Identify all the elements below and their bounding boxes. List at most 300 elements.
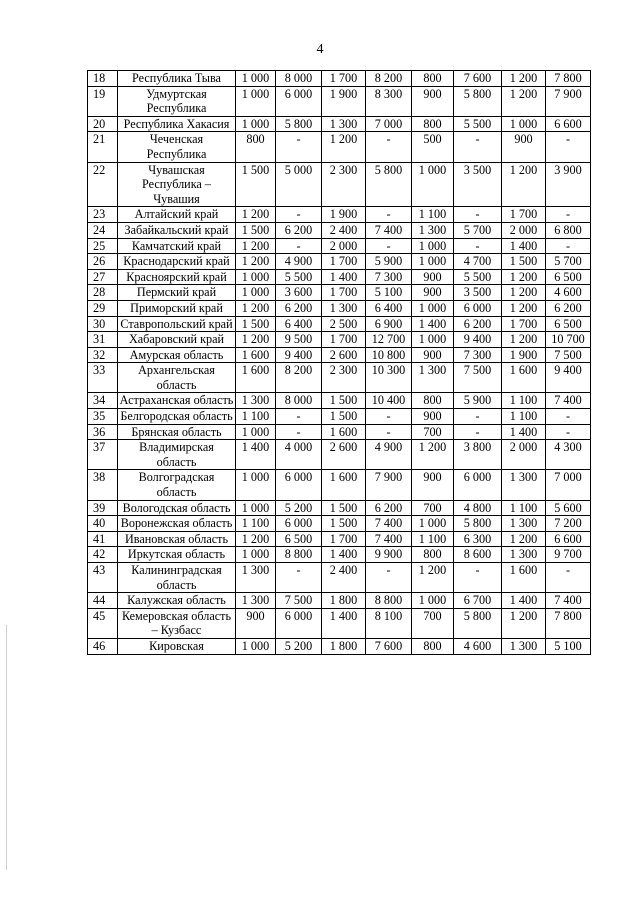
- region-name-cell: Волгоградская область: [118, 470, 236, 500]
- table-row: [88, 563, 591, 593]
- value-cell: 9 400: [276, 347, 322, 363]
- value-cell: 900: [236, 608, 276, 638]
- value-cell: 6 000: [454, 470, 502, 500]
- value-cell: -: [366, 424, 412, 440]
- value-cell: 2 600: [322, 347, 366, 363]
- value-cell: 1 300: [322, 300, 366, 316]
- row-number-cell: 21: [88, 132, 118, 162]
- value-cell: -: [546, 409, 591, 425]
- value-cell: 10 400: [366, 393, 412, 409]
- row-number-cell: 36: [88, 424, 118, 440]
- value-cell: 1 400: [412, 316, 454, 332]
- table-body: [88, 71, 591, 655]
- value-cell: 1 000: [412, 162, 454, 207]
- region-name-cell: Владимирская область: [118, 440, 236, 470]
- value-cell: 1 600: [322, 424, 366, 440]
- table-row: [88, 547, 591, 563]
- value-cell: 9 700: [546, 547, 591, 563]
- value-cell: 10 800: [366, 347, 412, 363]
- value-cell: 1 500: [322, 500, 366, 516]
- value-cell: 3 500: [454, 162, 502, 207]
- value-cell: 1 300: [322, 116, 366, 132]
- value-cell: 1 300: [236, 393, 276, 409]
- value-cell: 800: [412, 547, 454, 563]
- value-cell: 5 500: [454, 116, 502, 132]
- value-cell: 1 200: [502, 531, 546, 547]
- value-cell: 1 000: [236, 86, 276, 116]
- value-cell: 900: [412, 269, 454, 285]
- region-name-cell: Иркутская область: [118, 547, 236, 563]
- value-cell: -: [276, 409, 322, 425]
- value-cell: 7 900: [546, 86, 591, 116]
- value-cell: 1 600: [502, 563, 546, 593]
- value-cell: 1 900: [502, 347, 546, 363]
- value-cell: 1 400: [322, 608, 366, 638]
- value-cell: 7 400: [546, 393, 591, 409]
- value-cell: 6 200: [366, 500, 412, 516]
- value-cell: 8 800: [276, 547, 322, 563]
- value-cell: 7 400: [366, 222, 412, 238]
- value-cell: 1 300: [502, 638, 546, 654]
- row-number-cell: 43: [88, 563, 118, 593]
- table-row: [88, 162, 591, 207]
- value-cell: 1 400: [502, 593, 546, 609]
- value-cell: -: [546, 238, 591, 254]
- value-cell: 1 500: [236, 316, 276, 332]
- row-number-cell: 26: [88, 254, 118, 270]
- region-name-cell: Ставропольский край: [118, 316, 236, 332]
- value-cell: 6 000: [454, 300, 502, 316]
- value-cell: 3 500: [454, 285, 502, 301]
- value-cell: 7 400: [366, 531, 412, 547]
- value-cell: -: [276, 238, 322, 254]
- region-name-cell: Пермский край: [118, 285, 236, 301]
- row-number-cell: 25: [88, 238, 118, 254]
- value-cell: 900: [412, 347, 454, 363]
- value-cell: 1 000: [236, 285, 276, 301]
- table-row: [88, 470, 591, 500]
- table-row: [88, 332, 591, 348]
- value-cell: 700: [412, 608, 454, 638]
- value-cell: 1 600: [322, 470, 366, 500]
- value-cell: 7 500: [454, 363, 502, 393]
- value-cell: 6 200: [276, 222, 322, 238]
- region-name-cell: Амурская область: [118, 347, 236, 363]
- value-cell: -: [454, 238, 502, 254]
- value-cell: 6 500: [546, 269, 591, 285]
- regions-table: [87, 70, 591, 655]
- row-number-cell: 31: [88, 332, 118, 348]
- value-cell: 5 200: [276, 638, 322, 654]
- value-cell: 5 800: [454, 608, 502, 638]
- scan-margin-line: [6, 625, 7, 870]
- value-cell: 9 400: [454, 332, 502, 348]
- region-name-cell: Брянская область: [118, 424, 236, 440]
- row-number-cell: 18: [88, 71, 118, 87]
- region-name-cell: Алтайский край: [118, 207, 236, 223]
- value-cell: 900: [412, 285, 454, 301]
- value-cell: 7 600: [454, 71, 502, 87]
- value-cell: 2 400: [322, 222, 366, 238]
- table-row: [88, 347, 591, 363]
- value-cell: 1 300: [412, 222, 454, 238]
- value-cell: 1 500: [502, 254, 546, 270]
- value-cell: 1 000: [412, 238, 454, 254]
- value-cell: 8 000: [276, 71, 322, 87]
- value-cell: 4 600: [546, 285, 591, 301]
- value-cell: 6 000: [276, 470, 322, 500]
- value-cell: 700: [412, 424, 454, 440]
- value-cell: 1 200: [502, 300, 546, 316]
- value-cell: 1 400: [502, 238, 546, 254]
- row-number-cell: 44: [88, 593, 118, 609]
- value-cell: -: [546, 207, 591, 223]
- value-cell: 7 500: [546, 347, 591, 363]
- value-cell: 5 800: [454, 86, 502, 116]
- table-row: [88, 440, 591, 470]
- value-cell: -: [276, 563, 322, 593]
- value-cell: 800: [412, 638, 454, 654]
- region-name-cell: Вологодская область: [118, 500, 236, 516]
- value-cell: 1 300: [502, 470, 546, 500]
- value-cell: 5 500: [276, 269, 322, 285]
- value-cell: 2 400: [322, 563, 366, 593]
- value-cell: 1 500: [322, 409, 366, 425]
- value-cell: 6 800: [546, 222, 591, 238]
- value-cell: 4 800: [454, 500, 502, 516]
- table-row: [88, 531, 591, 547]
- value-cell: -: [366, 563, 412, 593]
- value-cell: 1 100: [502, 393, 546, 409]
- table-row: [88, 132, 591, 162]
- row-number-cell: 23: [88, 207, 118, 223]
- row-number-cell: 35: [88, 409, 118, 425]
- value-cell: 10 700: [546, 332, 591, 348]
- table-row: [88, 71, 591, 87]
- value-cell: 6 600: [546, 531, 591, 547]
- value-cell: 7 500: [276, 593, 322, 609]
- value-cell: 3 900: [546, 162, 591, 207]
- value-cell: 5 900: [366, 254, 412, 270]
- value-cell: 1 600: [236, 347, 276, 363]
- value-cell: 1 000: [236, 424, 276, 440]
- value-cell: 7 800: [546, 71, 591, 87]
- value-cell: -: [276, 424, 322, 440]
- value-cell: 1 500: [236, 222, 276, 238]
- value-cell: 1 000: [236, 638, 276, 654]
- value-cell: 5 900: [454, 393, 502, 409]
- table-row: [88, 363, 591, 393]
- region-name-cell: Удмуртская Республика: [118, 86, 236, 116]
- value-cell: 7 400: [546, 593, 591, 609]
- row-number-cell: 37: [88, 440, 118, 470]
- value-cell: 1 100: [502, 500, 546, 516]
- value-cell: 1 300: [412, 363, 454, 393]
- row-number-cell: 27: [88, 269, 118, 285]
- value-cell: 1 200: [236, 207, 276, 223]
- value-cell: 8 600: [454, 547, 502, 563]
- value-cell: 4 900: [276, 254, 322, 270]
- value-cell: 1 200: [236, 254, 276, 270]
- value-cell: 7 900: [366, 470, 412, 500]
- value-cell: 1 400: [502, 424, 546, 440]
- value-cell: 6 200: [276, 300, 322, 316]
- value-cell: 1 300: [236, 593, 276, 609]
- value-cell: 1 200: [502, 269, 546, 285]
- table-row: [88, 300, 591, 316]
- value-cell: 6 700: [454, 593, 502, 609]
- table-row: [88, 316, 591, 332]
- value-cell: 1 200: [502, 608, 546, 638]
- row-number-cell: 41: [88, 531, 118, 547]
- value-cell: 1 000: [502, 116, 546, 132]
- value-cell: 1 100: [502, 409, 546, 425]
- value-cell: 1 200: [236, 531, 276, 547]
- table-row: [88, 207, 591, 223]
- value-cell: 8 300: [366, 86, 412, 116]
- value-cell: 700: [412, 500, 454, 516]
- value-cell: 3 800: [454, 440, 502, 470]
- value-cell: 1 200: [502, 285, 546, 301]
- region-name-cell: Белгородская область: [118, 409, 236, 425]
- value-cell: 1 000: [236, 500, 276, 516]
- region-name-cell: Красноярский край: [118, 269, 236, 285]
- value-cell: 1 800: [322, 593, 366, 609]
- value-cell: 1 200: [502, 86, 546, 116]
- value-cell: 5 500: [454, 269, 502, 285]
- value-cell: 1 200: [236, 332, 276, 348]
- region-name-cell: Забайкальский край: [118, 222, 236, 238]
- value-cell: -: [276, 132, 322, 162]
- value-cell: 1 300: [502, 547, 546, 563]
- value-cell: 6 900: [366, 316, 412, 332]
- value-cell: 6 200: [546, 300, 591, 316]
- value-cell: 1 800: [322, 638, 366, 654]
- value-cell: 1 000: [236, 71, 276, 87]
- value-cell: -: [366, 238, 412, 254]
- row-number-cell: 29: [88, 300, 118, 316]
- value-cell: 1 200: [412, 563, 454, 593]
- value-cell: 7 000: [366, 116, 412, 132]
- value-cell: 1 000: [412, 254, 454, 270]
- value-cell: 6 000: [276, 608, 322, 638]
- value-cell: 12 700: [366, 332, 412, 348]
- table-row: [88, 86, 591, 116]
- value-cell: 1 600: [502, 363, 546, 393]
- value-cell: 6 400: [366, 300, 412, 316]
- value-cell: 2 000: [502, 440, 546, 470]
- region-name-cell: Архангельская область: [118, 363, 236, 393]
- value-cell: 7 400: [366, 516, 412, 532]
- value-cell: 1 000: [412, 332, 454, 348]
- value-cell: 1 000: [236, 470, 276, 500]
- value-cell: -: [366, 132, 412, 162]
- value-cell: 800: [236, 132, 276, 162]
- row-number-cell: 28: [88, 285, 118, 301]
- value-cell: 5 700: [454, 222, 502, 238]
- value-cell: 5 000: [276, 162, 322, 207]
- value-cell: 4 700: [454, 254, 502, 270]
- value-cell: 5 800: [454, 516, 502, 532]
- value-cell: 1 500: [236, 162, 276, 207]
- value-cell: 1 100: [412, 531, 454, 547]
- value-cell: 1 400: [322, 547, 366, 563]
- value-cell: 1 700: [322, 254, 366, 270]
- value-cell: 1 700: [322, 531, 366, 547]
- value-cell: -: [366, 409, 412, 425]
- value-cell: 1 000: [236, 269, 276, 285]
- value-cell: 1 000: [236, 547, 276, 563]
- value-cell: 10 300: [366, 363, 412, 393]
- value-cell: 2 500: [322, 316, 366, 332]
- row-number-cell: 34: [88, 393, 118, 409]
- row-number-cell: 42: [88, 547, 118, 563]
- value-cell: 7 300: [366, 269, 412, 285]
- table-row: [88, 608, 591, 638]
- row-number-cell: 19: [88, 86, 118, 116]
- table-row: [88, 238, 591, 254]
- value-cell: 1 000: [412, 300, 454, 316]
- table-row: [88, 500, 591, 516]
- region-name-cell: Хабаровский край: [118, 332, 236, 348]
- value-cell: 9 900: [366, 547, 412, 563]
- value-cell: 7 600: [366, 638, 412, 654]
- value-cell: -: [454, 563, 502, 593]
- value-cell: 1 400: [322, 269, 366, 285]
- value-cell: 5 100: [546, 638, 591, 654]
- value-cell: 6 200: [454, 316, 502, 332]
- value-cell: 7 200: [546, 516, 591, 532]
- value-cell: 1 500: [322, 393, 366, 409]
- value-cell: 6 500: [276, 531, 322, 547]
- value-cell: 800: [412, 116, 454, 132]
- table-row: [88, 254, 591, 270]
- value-cell: 6 300: [454, 531, 502, 547]
- value-cell: 5 200: [276, 500, 322, 516]
- value-cell: 8 800: [366, 593, 412, 609]
- value-cell: 1 200: [502, 162, 546, 207]
- value-cell: 4 300: [546, 440, 591, 470]
- row-number-cell: 24: [88, 222, 118, 238]
- row-number-cell: 30: [88, 316, 118, 332]
- row-number-cell: 39: [88, 500, 118, 516]
- row-number-cell: 38: [88, 470, 118, 500]
- value-cell: 1 200: [412, 440, 454, 470]
- value-cell: -: [454, 207, 502, 223]
- region-name-cell: Приморский край: [118, 300, 236, 316]
- value-cell: 1 000: [236, 116, 276, 132]
- value-cell: 500: [412, 132, 454, 162]
- value-cell: 1 900: [322, 86, 366, 116]
- value-cell: -: [454, 424, 502, 440]
- region-name-cell: Калужская область: [118, 593, 236, 609]
- value-cell: 1 100: [236, 409, 276, 425]
- value-cell: 5 600: [546, 500, 591, 516]
- region-name-cell: Камчатский край: [118, 238, 236, 254]
- value-cell: 1 100: [236, 516, 276, 532]
- value-cell: 1 200: [502, 71, 546, 87]
- region-name-cell: Кировская: [118, 638, 236, 654]
- value-cell: 5 800: [366, 162, 412, 207]
- region-name-cell: Кемеровская область – Кузбасс: [118, 608, 236, 638]
- value-cell: -: [454, 409, 502, 425]
- value-cell: 800: [412, 393, 454, 409]
- row-number-cell: 46: [88, 638, 118, 654]
- value-cell: 2 300: [322, 363, 366, 393]
- value-cell: 1 700: [502, 316, 546, 332]
- value-cell: 3 600: [276, 285, 322, 301]
- page-number: 4: [316, 42, 324, 57]
- row-number-cell: 45: [88, 608, 118, 638]
- value-cell: 6 500: [546, 316, 591, 332]
- table-row: [88, 409, 591, 425]
- value-cell: -: [276, 207, 322, 223]
- value-cell: 5 700: [546, 254, 591, 270]
- table-row: [88, 269, 591, 285]
- value-cell: 2 300: [322, 162, 366, 207]
- value-cell: 6 000: [276, 86, 322, 116]
- value-cell: -: [366, 207, 412, 223]
- value-cell: 900: [502, 132, 546, 162]
- row-number-cell: 22: [88, 162, 118, 207]
- value-cell: 4 000: [276, 440, 322, 470]
- value-cell: 900: [412, 409, 454, 425]
- value-cell: 9 400: [546, 363, 591, 393]
- row-number-cell: 20: [88, 116, 118, 132]
- value-cell: 8 100: [366, 608, 412, 638]
- region-name-cell: Чувашская Республика – Чувашия: [118, 162, 236, 207]
- value-cell: 800: [412, 71, 454, 87]
- value-cell: 1 700: [322, 332, 366, 348]
- region-name-cell: Астраханская область: [118, 393, 236, 409]
- value-cell: -: [546, 424, 591, 440]
- value-cell: 8 000: [276, 393, 322, 409]
- value-cell: -: [454, 132, 502, 162]
- value-cell: 1 200: [236, 300, 276, 316]
- value-cell: 1 600: [236, 363, 276, 393]
- value-cell: 4 600: [454, 638, 502, 654]
- table-row: [88, 424, 591, 440]
- table-row: [88, 285, 591, 301]
- value-cell: 1 200: [236, 238, 276, 254]
- value-cell: 5 100: [366, 285, 412, 301]
- region-name-cell: Воронежская область: [118, 516, 236, 532]
- table-row: [88, 116, 591, 132]
- value-cell: 1 300: [502, 516, 546, 532]
- value-cell: 900: [412, 470, 454, 500]
- value-cell: 1 300: [236, 563, 276, 593]
- row-number-cell: 32: [88, 347, 118, 363]
- value-cell: -: [546, 132, 591, 162]
- value-cell: -: [546, 563, 591, 593]
- value-cell: 7 000: [546, 470, 591, 500]
- value-cell: 1 000: [412, 516, 454, 532]
- value-cell: 6 600: [546, 116, 591, 132]
- value-cell: 1 200: [322, 132, 366, 162]
- value-cell: 1 200: [502, 332, 546, 348]
- value-cell: 2 600: [322, 440, 366, 470]
- value-cell: 1 100: [412, 207, 454, 223]
- region-name-cell: Республика Хакасия: [118, 116, 236, 132]
- region-name-cell: Республика Тыва: [118, 71, 236, 87]
- value-cell: 6 000: [276, 516, 322, 532]
- value-cell: 1 500: [322, 516, 366, 532]
- value-cell: 9 500: [276, 332, 322, 348]
- value-cell: 7 300: [454, 347, 502, 363]
- value-cell: 1 700: [502, 207, 546, 223]
- region-name-cell: Калининградская область: [118, 563, 236, 593]
- value-cell: 2 000: [322, 238, 366, 254]
